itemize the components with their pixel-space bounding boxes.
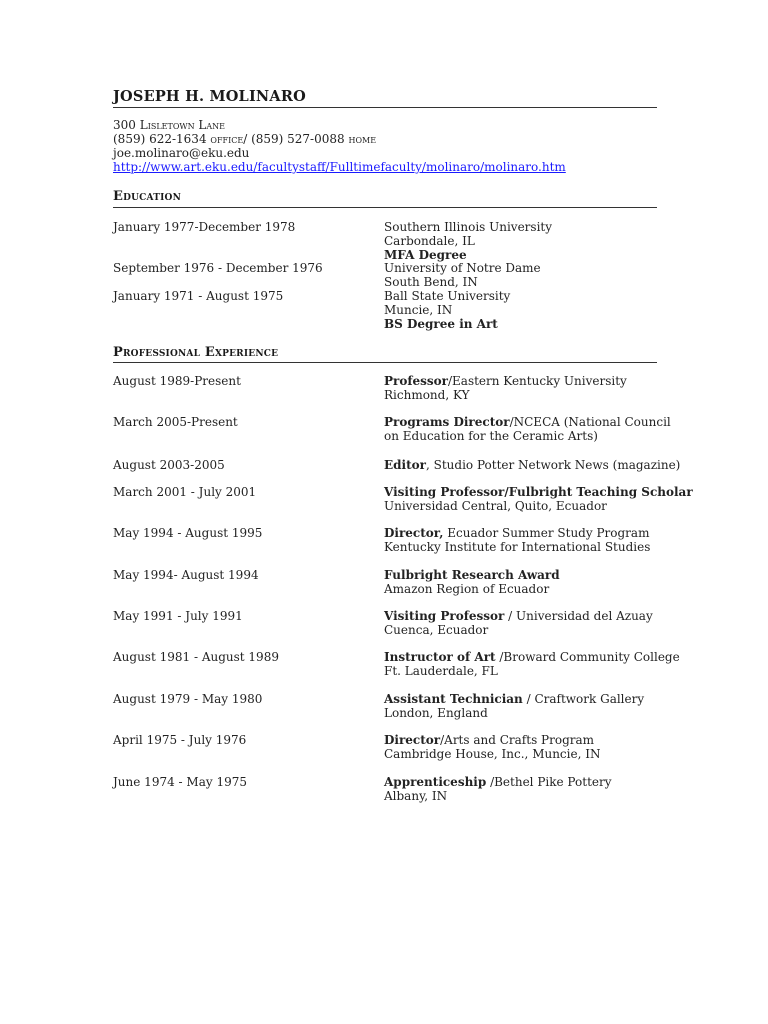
experience-date: June 1974 - May 1975 (113, 775, 247, 789)
education-school: Southern Illinois University (384, 220, 553, 234)
education-degree: BS Degree in Art (384, 317, 498, 331)
education-details (384, 220, 552, 262)
experience-divider (113, 362, 657, 363)
experience-sep: / (509, 415, 514, 429)
experience-line2: Amazon Region of Ecuador (384, 582, 550, 596)
experience-line1 (384, 374, 627, 388)
experience-details (384, 692, 644, 720)
experience-role: Instructor of Art (384, 650, 496, 664)
experience-org: Universidad del Azuay (516, 609, 653, 623)
experience-role: Fulbright Research Award (384, 568, 560, 582)
phone-line: (859) 622-1634 office/ (859) 527-0088 home (113, 132, 377, 146)
experience-details (384, 485, 693, 513)
experience-details (384, 526, 650, 554)
experience-line1 (384, 733, 600, 747)
experience-line1 (384, 485, 693, 499)
experience-heading: Professional Experience (113, 345, 279, 360)
experience-details (384, 775, 612, 803)
education-date: September 1976 - December 1976 (113, 261, 323, 275)
experience-line2: on Education for the Ceramic Arts) (384, 429, 598, 443)
experience-date: August 1979 - May 1980 (113, 692, 263, 706)
education-location: South Bend, IN (384, 275, 478, 289)
experience-role: Director, (384, 526, 444, 540)
website-link[interactable]: http://www.art.eku.edu/facultystaff/Fulltimefaculty/molinaro/molinaro.htm (113, 160, 566, 174)
experience-date: August 1981 - August 1989 (113, 650, 279, 664)
experience-role: Visiting Professor (384, 609, 505, 623)
education-school: University of Notre Dame (384, 261, 541, 275)
experience-org: Studio Potter Network News (magazine) (433, 458, 681, 472)
education-details (384, 261, 541, 289)
experience-role: Assistant Technician (384, 692, 523, 706)
contact-block (113, 118, 566, 174)
experience-line2: Universidad Central, Quito, Ecuador (384, 499, 607, 513)
education-date: January 1971 - August 1975 (113, 289, 284, 303)
experience-org: Broward Community College (503, 650, 680, 664)
experience-org: Eastern Kentucky University (452, 374, 627, 388)
experience-line2: Albany, IN (384, 789, 448, 803)
education-location: Carbondale, IL (384, 234, 475, 248)
experience-role: Editor (384, 458, 426, 472)
experience-line1 (384, 609, 653, 623)
experience-line2: Kentucky Institute for International Studies (384, 540, 651, 554)
experience-line2: Ft. Lauderdale, FL (384, 664, 498, 678)
experience-role: Programs Director (384, 415, 510, 429)
experience-details (384, 650, 680, 678)
experience-sep: / (495, 650, 504, 664)
experience-org: Craftwork Gallery (534, 692, 645, 706)
experience-org: Bethel Pike Pottery (494, 775, 612, 789)
experience-date: May 1994 - August 1995 (113, 526, 263, 540)
experience-sep: / (447, 374, 453, 388)
experience-line1 (384, 775, 612, 789)
experience-sep: / (440, 733, 445, 747)
experience-role: Apprenticeship (384, 775, 487, 789)
experience-org: Arts and Crafts Program (444, 733, 595, 747)
experience-sep: / (504, 609, 517, 623)
home-label: home (348, 132, 377, 146)
education-date: January 1977-December 1978 (113, 220, 296, 234)
phone-home: (859) 527-0088 (251, 132, 345, 146)
experience-details (384, 415, 671, 443)
experience-line1 (384, 458, 680, 472)
experience-line1 (384, 526, 650, 540)
experience-date: March 2001 - July 2001 (113, 485, 257, 499)
experience-date: August 1989-Present (113, 374, 241, 388)
experience-date: March 2005-Present (113, 415, 238, 429)
resume-name: JOSEPH H. MOLINARO (113, 88, 306, 105)
experience-line2: Cuenca, Ecuador (384, 623, 489, 637)
phone-office: (859) 622-1634 (113, 132, 207, 146)
address: 300 Lisletown Lane (113, 118, 225, 132)
experience-line1 (384, 650, 680, 664)
education-details (384, 289, 510, 331)
experience-line2: Richmond, KY (384, 388, 470, 402)
experience-details (384, 568, 560, 596)
experience-role: Visiting Professor/Fulbright Teaching Scholar (384, 485, 693, 499)
experience-line1 (384, 415, 671, 429)
email-link[interactable]: joe.molinaro@eku.edu (113, 146, 250, 160)
name-divider (113, 107, 657, 108)
experience-org: NCECA (National Council (513, 415, 671, 429)
experience-details (384, 609, 653, 637)
office-label: office (210, 132, 244, 146)
experience-line1 (384, 568, 560, 582)
experience-date: May 1994- August 1994 (113, 568, 259, 582)
experience-date: April 1975 - July 1976 (113, 733, 247, 747)
experience-details (384, 458, 680, 472)
experience-role: Professor (384, 374, 448, 388)
experience-details (384, 374, 627, 402)
experience-sep: / (522, 692, 535, 706)
experience-date: August 2003-2005 (113, 458, 225, 472)
experience-role: Director (384, 733, 441, 747)
experience-org: Ecuador Summer Study Program (447, 526, 650, 540)
experience-sep: , (425, 458, 434, 472)
experience-sep: / (486, 775, 495, 789)
experience-line2: Cambridge House, Inc., Muncie, IN (384, 747, 601, 761)
education-location: Muncie, IN (384, 303, 453, 317)
education-degree: MFA Degree (384, 248, 467, 262)
experience-date: May 1991 - July 1991 (113, 609, 243, 623)
education-divider (113, 207, 657, 208)
experience-line1 (384, 692, 644, 706)
education-heading: Education (113, 189, 181, 204)
education-school: Ball State University (384, 289, 511, 303)
experience-details (384, 733, 600, 761)
experience-line2: London, England (384, 706, 488, 720)
